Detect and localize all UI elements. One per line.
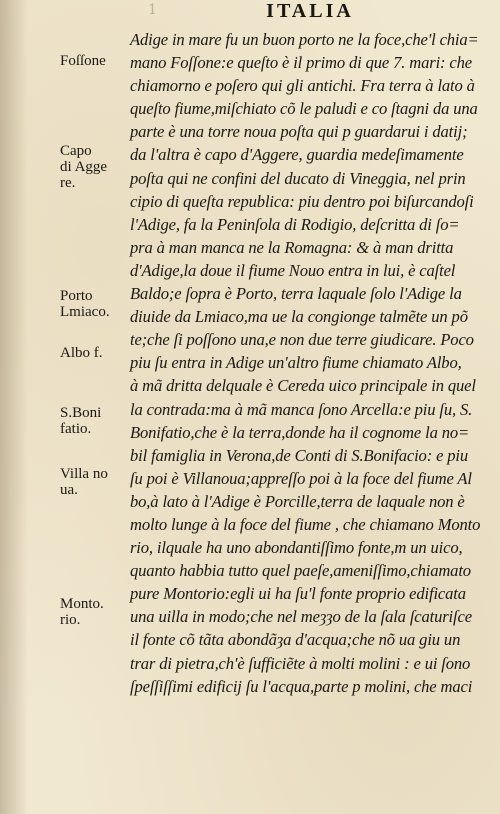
- text-line: chiamorno e poſero qui gli antichi. Fra terra à lato à: [130, 76, 475, 96]
- sidenote-s-bonifatio: S.Boni fatio.: [60, 405, 102, 437]
- text-line: d'Adige,la doue il fiume Nouo entra in lui, è caſtel: [130, 260, 456, 280]
- text-line: te;che ſi poſſono una,e non due terre giudicare. Poco: [130, 330, 474, 350]
- text-line: Baldo;e ſopra è Porto, terra laquale ſolo l'Adige la: [130, 284, 462, 304]
- text-line: mano Foſſone:e queſto è il primo di que 7. mari: che: [130, 53, 472, 73]
- text-line: rio, ilquale ha uno abondantiſſimo fonte,m un uico,: [130, 538, 463, 558]
- text-line: quanto habbia tutto quel paeſe,ameniſſimo,chiamato: [130, 561, 471, 581]
- sidenote-fossone: Foſſone: [60, 53, 106, 69]
- text-line: bil famiglia in Verona,de Conti di S.Bonifacio: e piu: [130, 445, 469, 465]
- text-line: cipio di queſta republica: piu dentro poi biſurcandoſi: [130, 191, 474, 211]
- sidenote-villa-nova: Villa no ua.: [60, 466, 108, 498]
- text-line: la contrada:ma à mã manca ſono Arcellа:e piu ſu, S.: [130, 399, 473, 419]
- sidenote-montorio: Monto. rio.: [60, 596, 104, 628]
- text-line: diuide da Lmiaco,ma ue la congiongе talmẽte un põ: [130, 307, 468, 327]
- text-line: molto lunge à la foce del fiume , che chiamano Monto: [130, 514, 481, 534]
- text-line: bo,à lato à l'Adige è Porcille,terra de laquale non è: [130, 491, 465, 511]
- sidenote-capo-di-aggere: Capo di Agge re.: [60, 143, 108, 191]
- text-line: Adige in mare fu un buon porto ne la foce,che'l chia=: [130, 30, 479, 49]
- text-line: l'Adige, fa la Peninſola di Rodigio, deſcritta di ſo=: [130, 214, 460, 234]
- gutter-shadow: [0, 0, 28, 814]
- text-line: piu ſu entra in Adige un'altro fiume chiamato Albo,: [130, 353, 462, 373]
- text-line: il fonte cõ tãta abondãȝa d'acqua;che nõ ua giu un: [130, 630, 461, 650]
- text-line: à mã dritta delquale è Cereda uico principale in quel: [130, 376, 476, 396]
- text-line: ſpeſſiſſimi edificij ſu l'acqua,parte p molini, che maci: [130, 676, 473, 696]
- text-line: ſu poi è Villanoua;appreſſo poi à la foce del fiume Al: [130, 468, 472, 488]
- text-line: parte è una torre noua poſta qui p guardarui i datij;: [130, 122, 468, 142]
- text-line: una uilla in modo;che nel meȝȝo de la ſala ſcaturiſce: [130, 607, 472, 627]
- text-line: da l'altra è capo d'Aggere, guardia medeſimamente: [130, 145, 464, 165]
- sidenote-albo: Albo f.: [60, 345, 103, 361]
- text-line: queſto fiume,miſchiato cõ le paludi e co ſtagni da una: [130, 99, 478, 119]
- text-line: pure Montorio:egli ui ha ſu'l fonte proprio edificata: [130, 584, 466, 604]
- text-line: poſta qui ne confini del ducato di Vineggia, nel prin: [130, 168, 466, 188]
- body-text: [130, 28, 490, 698]
- running-header: ITALIA: [266, 0, 354, 22]
- text-line: trar di pietra,ch'è ſufficiẽte à molti molini : e ui ſono: [130, 653, 471, 673]
- text-line: pra à man manca ne la Romagna: & à man dritta: [130, 237, 454, 257]
- sidenote-porto-lmiaco: Porto Lmiaco.: [60, 288, 110, 320]
- text-line: Bonifatio,che è la terra,donde ha il cognome la no=: [130, 422, 470, 442]
- fold-mark: 1: [148, 2, 157, 18]
